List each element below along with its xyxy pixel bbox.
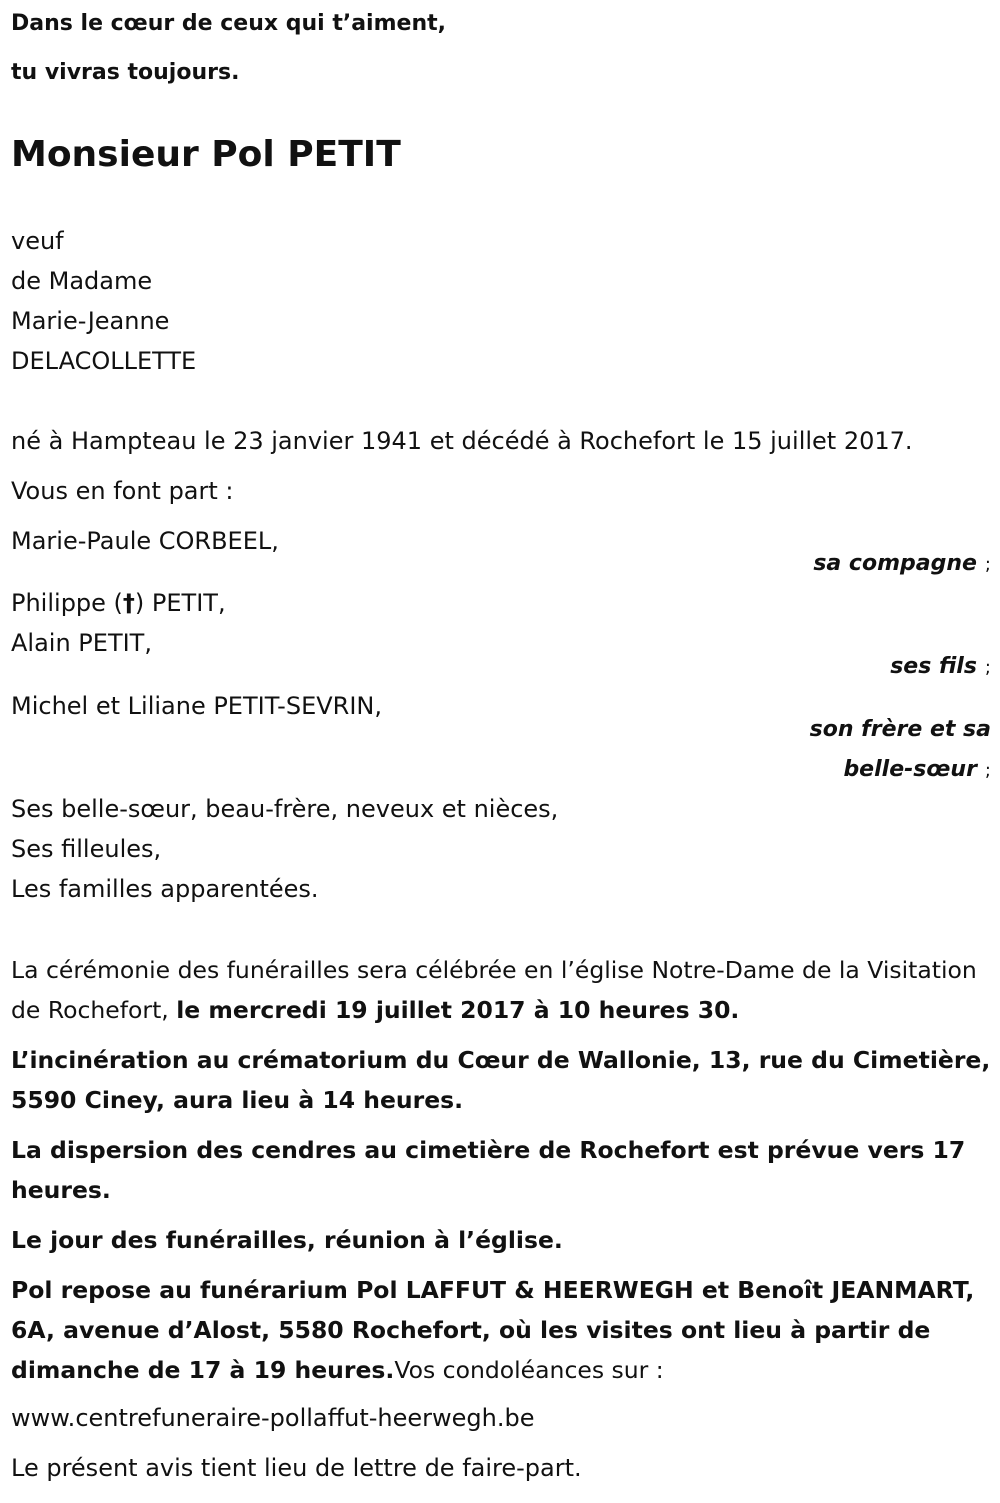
- dispersion-paragraph: La dispersion des cendres au cimetière de Rochefort est prévue vers 17 heures.: [11, 1136, 966, 1204]
- widower-line-2: de Madame: [11, 267, 153, 295]
- son-1-prefix: Philippe (: [11, 589, 123, 617]
- sons-relation-label: ses fils: [890, 654, 977, 679]
- sibling-relation-line-1: son frère et sa: [809, 717, 991, 742]
- others-line-3: Les familles apparentées.: [11, 875, 319, 903]
- closing-line: Le présent avis tient lieu de lettre de faire-part.: [11, 1454, 582, 1482]
- others-line-1: Ses belle-sœur, beau-frère, neveux et nièces,: [11, 795, 559, 823]
- widower-line-3: Marie-Jeanne: [11, 307, 170, 335]
- companion-relation-label: sa compagne: [813, 551, 977, 576]
- separator-2: ;: [984, 657, 991, 678]
- epitaph-line-2: tu vivras toujours.: [11, 60, 240, 85]
- sons-relation: [890, 654, 991, 679]
- repose-paragraph: [11, 1270, 991, 1390]
- companion-name: Marie-Paule CORBEEL,: [11, 527, 279, 555]
- birth-death-line: né à Hampteau le 23 janvier 1941 et décédé à Rochefort le 15 juillet 2017.: [11, 427, 913, 455]
- separator-1: ;: [984, 554, 991, 575]
- ceremony-text: La cérémonie des funérailles sera célébrée en l’église Notre-Dame de la Visitation de Rochefort,: [11, 956, 977, 1024]
- epitaph-line-1: Dans le cœur de ceux qui t’aiment,: [11, 11, 446, 36]
- repose-text: Pol repose au funérarium Pol LAFFUT & HEERWEGH et Benoît JEANMART, 6A, avenue d’Alost, 5580 Rochefort, où les visites ont lieu à partir de dimanche de 17 à 19 heures.: [11, 1276, 975, 1384]
- incineration-paragraph: L’incinération au crématorium du Cœur de Wallonie, 13, rue du Cimetière, 5590 Ciney, aura lieu à 14 heures.: [11, 1046, 991, 1114]
- companion-relation: [813, 551, 991, 576]
- cross-icon: †: [122, 589, 135, 617]
- sibling-relation-label: belle-sœur: [843, 757, 977, 782]
- deceased-name: Monsieur Pol PETIT: [11, 134, 401, 175]
- son-2: Alain PETIT,: [11, 629, 152, 657]
- ceremony-paragraph: [11, 950, 991, 1030]
- sibling-relation-line-2: [843, 757, 991, 782]
- ceremony-date: le mercredi 19 juillet 2017 à 10 heures 30.: [176, 996, 740, 1024]
- separator-3: ;: [984, 760, 991, 781]
- son-1-suffix: ) PETIT,: [134, 589, 226, 617]
- others-line-2: Ses filleules,: [11, 835, 162, 863]
- widower-line-4: DELACOLLETTE: [11, 347, 197, 375]
- condolences-website: www.centrefuneraire-pollaffut-heerwegh.be: [11, 1404, 535, 1432]
- son-1: [11, 589, 226, 617]
- condolences-intro: Vos condoléances sur :: [394, 1356, 664, 1384]
- sibling-name: Michel et Liliane PETIT-SEVRIN,: [11, 692, 382, 720]
- announce-intro: Vous en font part :: [11, 477, 234, 505]
- meeting-paragraph: Le jour des funérailles, réunion à l’église.: [11, 1226, 563, 1254]
- widower-line-1: veuf: [11, 227, 64, 255]
